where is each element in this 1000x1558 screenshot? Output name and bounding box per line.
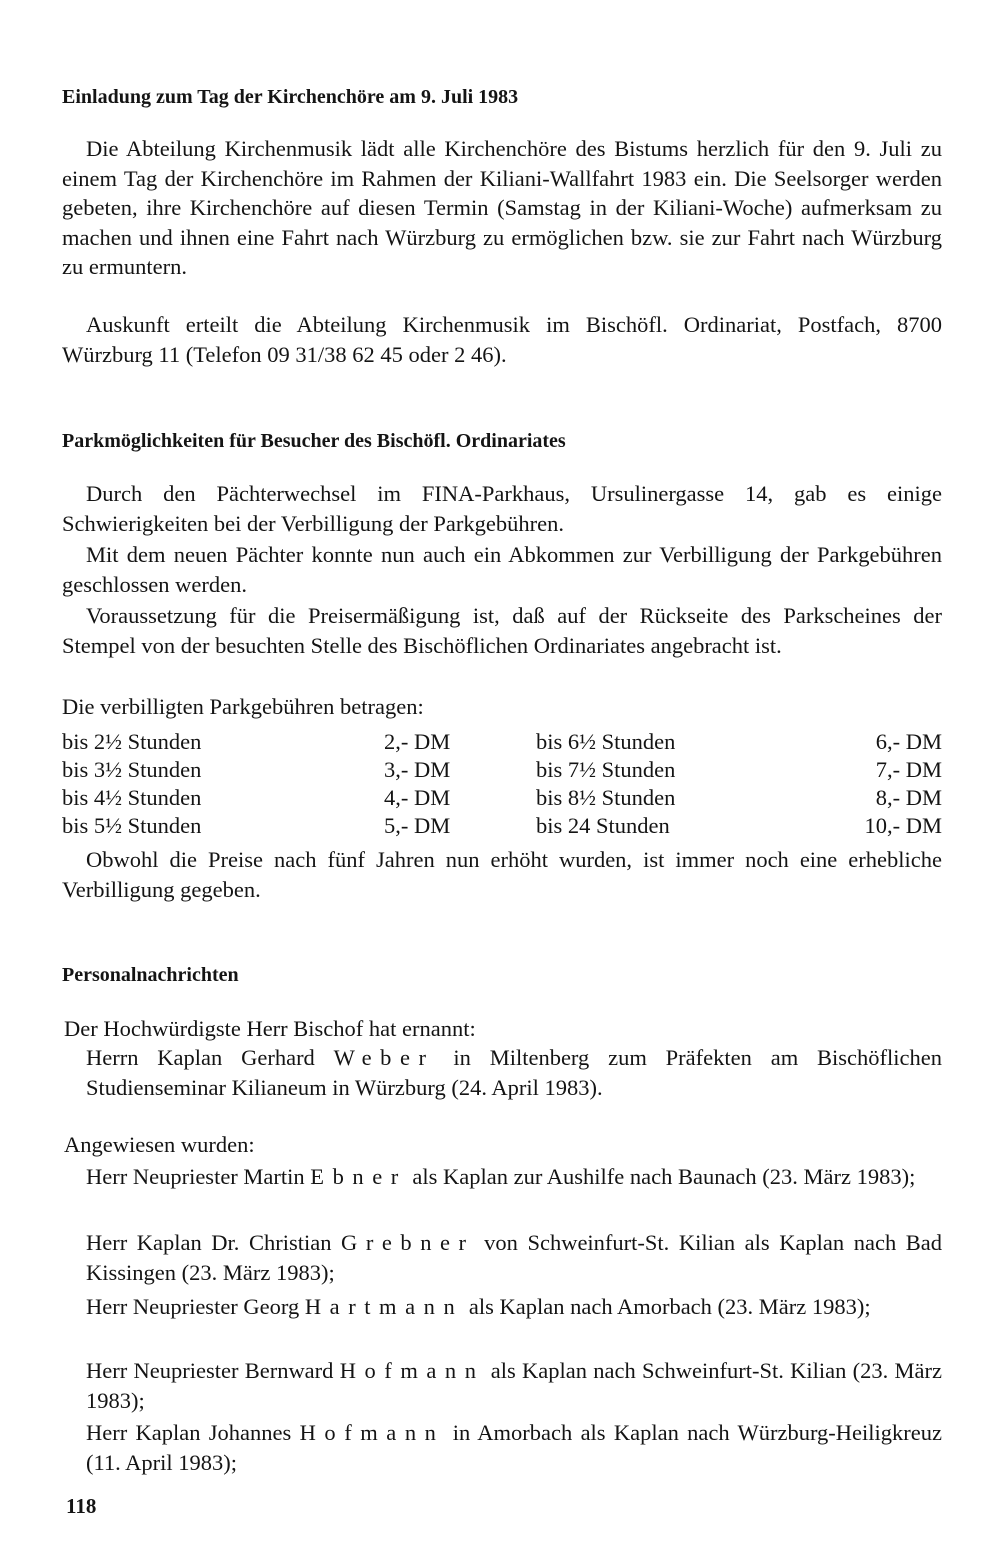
paragraph-choir-invitation: Die Abteilung Kirchenmusik lädt alle Kirchenchöre des Bistums herzlich für den 9. Juli zu einem Tag der Kirchenchöre im Rahmen der Kiliani-Wallfahrt 1983 ein. Die Seelsorger werden gebeten, ihre Kirchenchöre auf diesen Termin (Samstag in der Kiliani-Woche) aufmerksam zu machen und ihnen eine Fahrt nach Würzburg zu ermöglichen bzw. sie zur Fahrt nach Würzburg zu ermuntern. (62, 136, 942, 279)
fee-duration: bis 3½ Stunden (62, 757, 202, 782)
assignment-entry (86, 1162, 942, 1192)
person-surname: Hartmann (304, 1294, 464, 1319)
paragraph-choir-contact: Auskunft erteilt die Abteilung Kirchenmusik im Bischöfl. Ordinariat, Postfach, 8700 Würzburg 11 (Telefon 09 31/38 62 45 oder 2 46). (62, 312, 942, 367)
page-number: 118 (66, 1494, 97, 1518)
entry-text: Herr Neupriester Bernward (86, 1358, 340, 1383)
section-heading-personnel: Personalnachrichten (62, 964, 239, 986)
person-surname: Hofmann (339, 1358, 485, 1383)
fee-row (62, 811, 942, 839)
fee-duration: bis 7½ Stunden (536, 757, 676, 782)
assignments-intro: Angewiesen wurden: (64, 1132, 255, 1157)
fee-price: 4,- DM (384, 785, 451, 810)
assignment-entry (86, 1292, 942, 1322)
fee-price: 3,- DM (384, 757, 451, 782)
entry-text: als Kaplan nach Schweinfurt-St. Kilian (23. März 1983); (86, 1358, 943, 1413)
entry-text: Herr Kaplan Johannes (86, 1420, 300, 1445)
entry-text: Herr Kaplan Dr. Christian (86, 1230, 342, 1255)
fee-price: 10,- DM (864, 813, 942, 838)
paragraph-parking-lessee: Durch den Pächterwechsel im FINA-Parkhaus, Ursulinergasse 14, gab es einige Schwierigkeiten bei der Verbilligung der Parkgebühren. (62, 481, 942, 536)
fee-duration: bis 2½ Stunden (62, 729, 202, 754)
entry-text: Herr Neupriester Georg (86, 1294, 305, 1319)
fee-price: 8,- DM (875, 785, 942, 810)
appointment-entry (86, 1043, 942, 1102)
fee-price: 6,- DM (875, 729, 942, 754)
fee-row (62, 783, 942, 811)
section-heading-choir-day: Einladung zum Tag der Kirchenchöre am 9. Juli 1983 (62, 86, 519, 108)
entry-text: in Amorbach als Kaplan nach Würzburg-Heiligkreuz (11. April 1983); (86, 1420, 942, 1475)
entry-text: von Schweinfurt-St. Kilian als Kaplan nach Bad Kissingen (23. März 1983); (86, 1230, 942, 1285)
appointment-intro: Der Hochwürdigste Herr Bischof hat ernannt: (64, 1016, 476, 1041)
fee-row (62, 727, 942, 755)
entry-text: als Kaplan zur Aushilfe nach Baunach (23. März 1983); (406, 1164, 916, 1189)
assignment-entry (86, 1228, 942, 1287)
fee-price: 7,- DM (875, 757, 942, 782)
fee-row (62, 755, 942, 783)
fee-duration: bis 24 Stunden (536, 813, 670, 838)
fee-duration: bis 8½ Stunden (536, 785, 676, 810)
person-surname: Grebner (341, 1230, 475, 1255)
person-surname: Ebner (310, 1164, 407, 1189)
paragraph-parking-agreement: Mit dem neuen Pächter konnte nun auch ein Abkommen zur Verbilligung der Parkgebühren geschlossen werden. (62, 542, 942, 597)
person-surname: Hofmann (299, 1420, 445, 1445)
entry-text: Herr Neupriester Martin (86, 1164, 311, 1189)
paragraph-parking-conclusion: Obwohl die Preise nach fünf Jahren nun erhöht wurden, ist immer noch eine erhebliche Verbilligung gegeben. (62, 847, 942, 902)
entry-text: Herrn Kaplan Gerhard (86, 1045, 334, 1070)
fees-intro: Die verbilligten Parkgebühren betragen: (62, 694, 424, 719)
fee-duration: bis 5½ Stunden (62, 813, 202, 838)
person-surname: Weber (333, 1045, 435, 1070)
assignment-entry (86, 1356, 942, 1415)
assignment-entry (86, 1418, 942, 1477)
entry-text: in Miltenberg zum Präfekten am Bischöflichen Studienseminar Kilianeum in Würzburg (24. April 1983). (86, 1045, 942, 1100)
entry-text: als Kaplan nach Amorbach (23. März 1983); (463, 1294, 871, 1319)
fee-duration: bis 6½ Stunden (536, 729, 676, 754)
section-heading-parking: Parkmöglichkeiten für Besucher des Bischöfl. Ordinariates (62, 430, 566, 452)
fee-duration: bis 4½ Stunden (62, 785, 202, 810)
fee-price: 5,- DM (384, 813, 451, 838)
paragraph-parking-stamp: Voraussetzung für die Preisermäßigung ist, daß auf der Rückseite des Parkscheines der Stempel von der besuchten Stelle des Bischöflichen Ordinariates angebracht ist. (62, 603, 942, 658)
fee-price: 2,- DM (384, 729, 451, 754)
